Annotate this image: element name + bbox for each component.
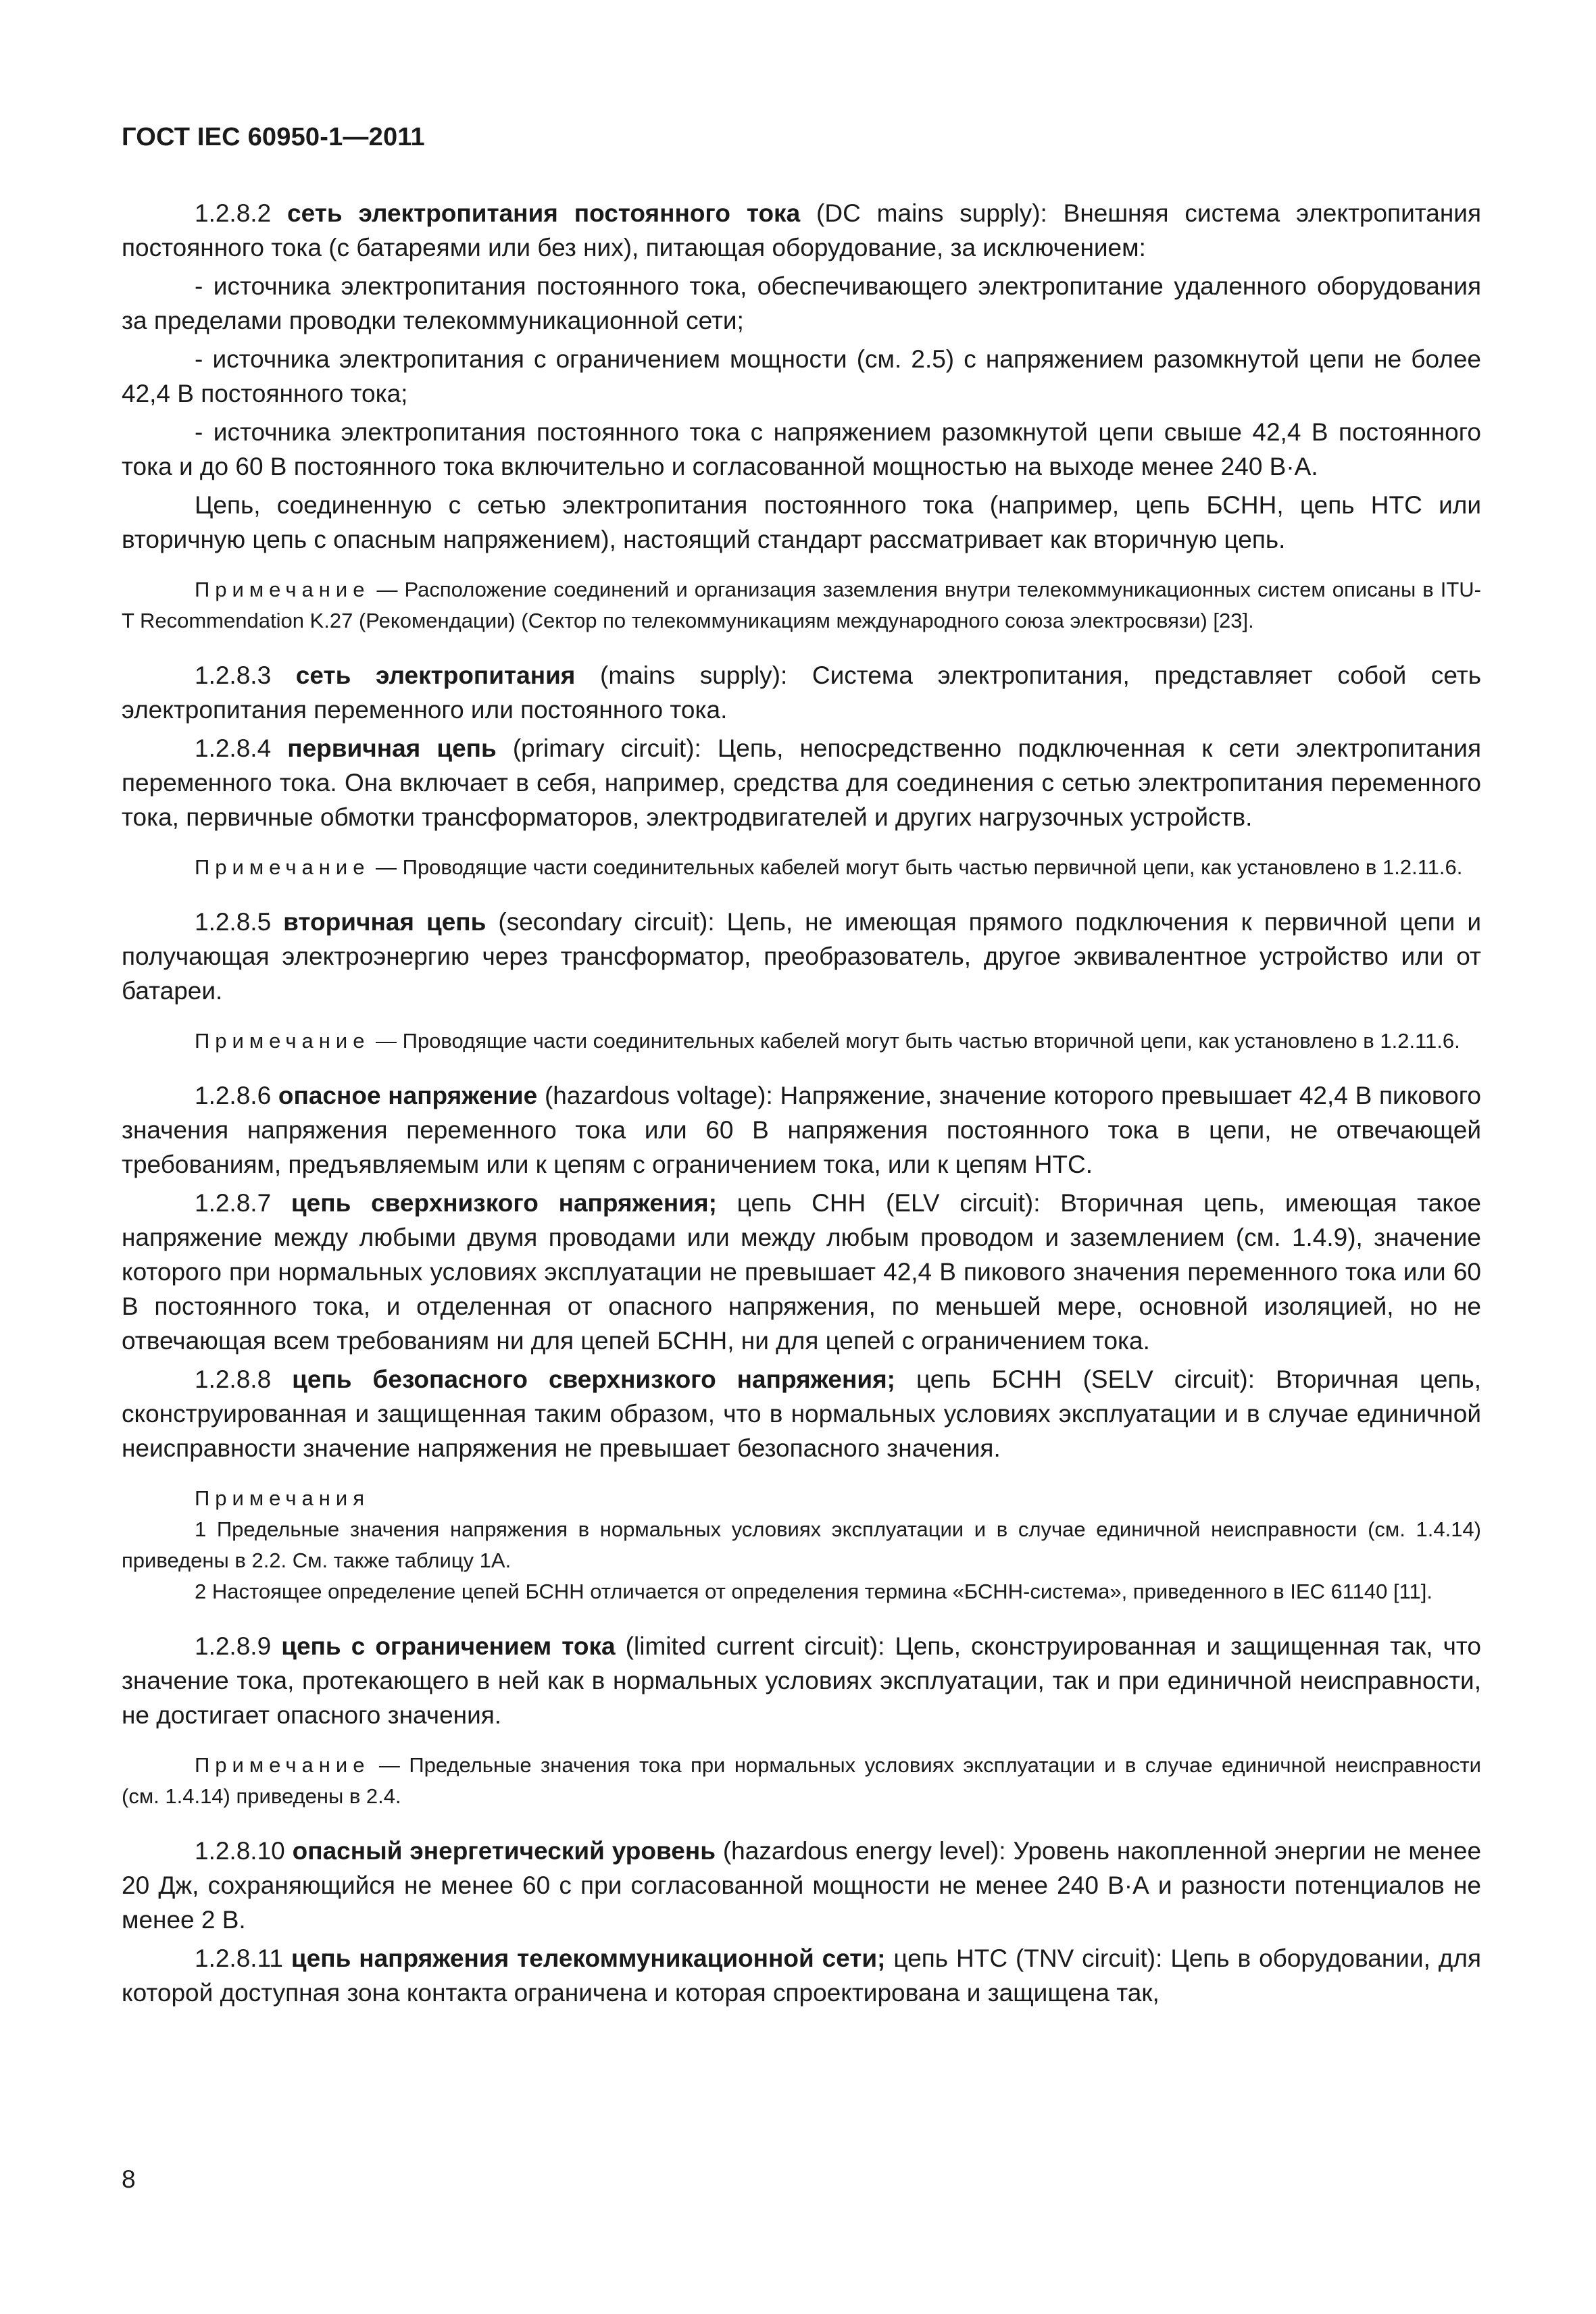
- clause-number: 1.2.8.2: [195, 199, 288, 227]
- clause-1-2-8-6: [122, 1078, 1481, 1182]
- clause-text: (hazardous energy level): Уровень накопленной энергии не менее 20 Дж, сохраняющийся не менее 60 с при согласованной мощности не менее 240 В·А и разности потенциалов не менее 2 В.: [122, 1837, 1482, 1934]
- clause-1-2-8-3: [122, 658, 1481, 727]
- clause-1-2-8-10: [122, 1834, 1481, 1937]
- clause-1-2-8-11: [122, 1941, 1481, 2010]
- clause-term: цепь безопасного сверхнизкого напряжения;: [292, 1365, 895, 1393]
- clause-term: цепь напряжения телекоммуникационной сети;: [291, 1944, 886, 1972]
- note-item-2: 2 Настоящее определение цепей БСНН отличается от определения термина «БСНН-система», приведенного в IEC 61140 [11].: [195, 1580, 1433, 1603]
- document-body: [122, 196, 1481, 2014]
- exception-item-2: - источника электропитания с ограничением мощности (см. 2.5) с напряжением разомкнутой цепи не более 42,4 В постоянного тока;: [122, 345, 1481, 407]
- notes-4: [122, 1483, 1481, 1607]
- clause-term: опасный энергетический уровень: [292, 1837, 716, 1865]
- note-label: Примечание: [195, 855, 370, 879]
- note-5: [122, 1750, 1481, 1812]
- clause-text: (limited current circuit): Цепь, сконструированная и защищенная так, что значение тока, протекающего в ней как в нормальных условиях эксплуатации, так и при единичной неисправности, не достигает опасного значения.: [122, 1632, 1482, 1729]
- clause-term: опасное напряжение: [278, 1082, 538, 1109]
- exception-item-3: - источника электропитания постоянного тока с напряжением разомкнутой цепи свыше 42,4 В постоянного тока и до 60 В постоянного тока включительно и согласованной мощностью на выходе менее 240 В·А.: [122, 418, 1481, 480]
- note-1: [122, 574, 1481, 636]
- clause-text: цепь НТС (TNV circuit): Цепь в оборудовании, для которой доступная зона контакта ограничена и которая спроектирована и защищена так,: [122, 1944, 1482, 2007]
- document-header: ГОСТ IEC 60950-1—2011: [122, 123, 425, 151]
- clause-term: вторичная цепь: [283, 908, 487, 936]
- clause-term: цепь с ограничением тока: [281, 1632, 616, 1660]
- note-text: — Проводящие части соединительных кабелей могут быть частью первичной цепи, как установлено в 1.2.11.6.: [370, 855, 1463, 879]
- clause-number: 1.2.8.9: [195, 1632, 282, 1660]
- clause-number: 1.2.8.8: [195, 1365, 293, 1393]
- clause-number: 1.2.8.3: [195, 661, 296, 689]
- note-2: [122, 852, 1481, 883]
- note-3: [122, 1026, 1481, 1057]
- clause-1-2-8-4: [122, 731, 1481, 834]
- note-label: Примечание: [195, 1029, 370, 1053]
- clause-term: сеть электропитания: [295, 661, 576, 689]
- note-item-1: 1 Предельные значения напряжения в нормальных условиях эксплуатации и в случае единичной неисправности (см. 1.4.14) приведены в 2.2. См. также таблицу 1А.: [122, 1517, 1481, 1572]
- clause-1-2-8-9: [122, 1629, 1481, 1732]
- notes-label: Примечания: [195, 1486, 370, 1510]
- note-label: Примечание: [195, 1753, 370, 1777]
- clause-number: 1.2.8.6: [195, 1082, 278, 1109]
- exception-item-1: - источника электропитания постоянного тока, обеспечивающего электропитание удаленного оборудования за пределами проводки телекоммуникационной сети;: [122, 272, 1481, 334]
- page-number: 8: [122, 2165, 136, 2193]
- clause-number: 1.2.8.4: [195, 734, 288, 762]
- clause-paragraph: Цепь, соединенную с сетью электропитания постоянного тока (например, цепь БСНН, цепь НТС или вторичную цепь с опасным напряжением), настоящий стандарт рассматривает как вторичную цепь.: [122, 491, 1481, 553]
- clause-1-2-8-5: [122, 905, 1481, 1008]
- note-label: Примечание: [195, 578, 370, 601]
- clause-number: 1.2.8.7: [195, 1189, 291, 1217]
- clause-text: цепь БСНН (SELV circuit): Вторичная цепь, сконструированная и защищенная таким образом, что в нормальных условиях эксплуатации и в случае единичной неисправности значение напряжения не превышает безопасного значения.: [122, 1365, 1481, 1462]
- clause-number: 1.2.8.10: [195, 1837, 293, 1865]
- clause-1-2-8-2: [122, 196, 1481, 265]
- note-text: — Проводящие части соединительных кабелей могут быть частью вторичной цепи, как установлено в 1.2.11.6.: [370, 1029, 1460, 1053]
- clause-term: сеть электропитания постоянного тока: [287, 199, 801, 227]
- clause-text: (mains supply): Система электропитания, представляет собой сеть электропитания переменного или постоянного тока.: [122, 661, 1481, 724]
- clause-text: (DC mains supply): Внешняя система электропитания постоянного тока (с батареями или без них), питающая оборудование, за исключением:: [122, 199, 1481, 261]
- clause-number: 1.2.8.5: [195, 908, 284, 936]
- clause-text: цепь СНН (ELV circuit): Вторичная цепь, имеющая такое напряжение между любыми двумя проводами или между любым проводом и заземлением (см. 1.4.9), значение которого при нормальных условиях эксплуатации не превышает 42,4 В пикового значения переменного тока или 60 В постоянного тока, и отделенная от опасного напряжения, по меньшей мере, основной изоляцией, но не отвечающая всем требованиям ни для цепей БСНН, ни для цепей с ограничением тока.: [122, 1189, 1481, 1355]
- clause-text: (primary circuit): Цепь, непосредственно подключенная к сети электропитания переменного тока. Она включает в себя, например, средства для соединения с сетью электропитания переменного тока, первичные обмотки трансформаторов, электродвигателей и других нагрузочных устройств.: [122, 734, 1481, 831]
- clause-text: (hazardous voltage): Напряжение, значение которого превышает 42,4 В пикового значения напряжения переменного тока или 60 В напряжения постоянного тока в цепи, не отвечающей требованиям, предъявляемым или к цепям с ограничением тока, или к цепям НТС.: [122, 1082, 1481, 1178]
- note-text: — Предельные значения тока при нормальных условиях эксплуатации и в случае единичной неисправности (см. 1.4.14) приведены в 2.4.: [122, 1753, 1481, 1808]
- note-text: — Расположение соединений и организация заземления внутри телекоммуникационных систем описаны в ITU-T Recommendation K.27 (Рекомендации) (Сектор по телекоммуникациям международного союза электросвязи) [23].: [122, 578, 1481, 632]
- clause-term: цепь сверхнизкого напряжения;: [291, 1189, 717, 1217]
- clause-term: первичная цепь: [287, 734, 497, 762]
- clause-text: (secondary circuit): Цепь, не имеющая прямого подключения к первичной цепи и получающая электроэнергию через трансформатор, преобразователь, другое эквивалентное устройство или от батареи.: [122, 908, 1482, 1005]
- clause-1-2-8-7: [122, 1186, 1481, 1358]
- clause-number: 1.2.8.11: [195, 1944, 291, 1972]
- clause-1-2-8-8: [122, 1362, 1481, 1465]
